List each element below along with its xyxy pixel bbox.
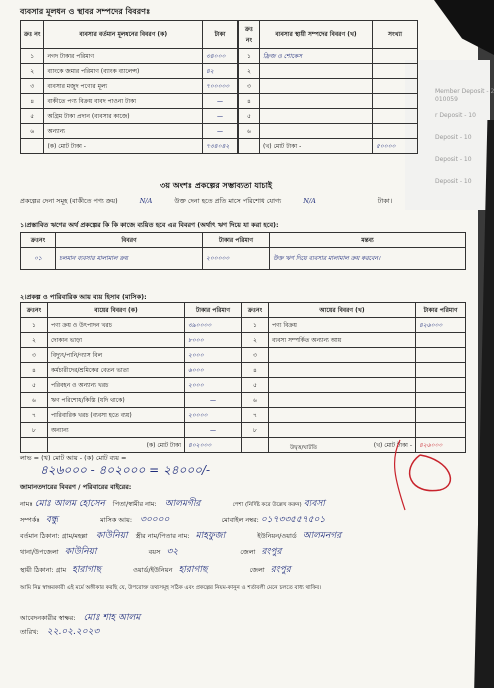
table-row: ১ ফ্রিজ ও শোকেস <box>239 49 418 64</box>
table-row: ৮ অন্যান্য — ৮ <box>21 423 466 438</box>
table-row: ৩ বিদ্যুৎ/পানি/গ্যাস বিল ২০০০ ৩ <box>21 348 466 363</box>
table-row: ২ দোকান ভাড়া ৮০০০ ২ ব্যবসা সম্পর্কিত অন্যান্য আয় <box>21 333 466 348</box>
guarantor-present-row: বর্তমান ঠিকানা: গ্রাম/মহল্লা কাউনিয়া স্ত্রীর নাম/পিতার নাম: মাহফুজা ইউনিয়ন/ওয়ার্ড আলমনগর <box>20 531 342 541</box>
table-row: ৩ <box>239 79 418 94</box>
part3-title: ৩য় অংশঃ প্রকল্পের সম্ভাব্যতা যাচাই <box>160 181 273 190</box>
table-row: ৭ পারিবারিক খরচ (ব্যবসা হতে ব্যয়) ২০০০০ ৭ <box>21 408 466 423</box>
col-no: ক্রঃ নং <box>21 21 44 49</box>
table-row: ০১ চলমান ব্যবসার মালামাল ক্রয় ২০০০০০ উক্ত ঋণ দিয়ে ব্যবসার মালামাল ক্রয় করবেন। <box>21 248 466 270</box>
col-no: ক্রঃ নং <box>239 21 260 49</box>
loan-use-table: ক্রঃনং বিবরণ টাকার পরিমাণ মন্তব্য ০১ চলমান ব্যবসার মালামাল ক্রয় ২০০০০০ উক্ত ঋণ দিয়ে ব্যবসার মালামাল ক্রয় করবেন। <box>20 232 466 270</box>
profit-label: লাভ = (খ) মোট আয় - (ক) মোট ব্যয় = <box>20 454 127 462</box>
table-row: ৬ ঋণ পরিশোধ/কিস্তি (যদি থাকে) — ৬ <box>21 393 466 408</box>
bg-line: 010059 <box>435 96 458 103</box>
guarantor-relation-row: সম্পর্কঃ বন্ধু মাসিক আয়: ৩০০০০ মোবাইল নম্বর: ০১৭৩৩৫৫৭৫০১ <box>20 515 326 525</box>
table-row: ৫ <box>239 109 418 124</box>
total-row: (ক) মোট টাকা - ৭৩৪০৪২ <box>21 139 238 154</box>
table-row: ৩ ব্যবসার মজুদ পণ্যের মূল্য ৭০০০০০ <box>21 79 238 94</box>
guarantor-permanent-row: স্থায়ী ঠিকানা: গ্রাম হারাগাছ ওয়ার্ড/ইউনিয়ন হারাগাছ জেলা রংপুর <box>20 565 291 575</box>
table-row: ৬ অন্যান্য — <box>21 124 238 139</box>
part3-line: প্রকল্পের দেনা সমূহ (বাকীতে পণ্য ক্রয়) N/A উক্ত দেনা হতে প্রতি মাসে পরিশোধ যোগ্য N/A টাকা। <box>20 197 393 205</box>
signature-row: আবেদনকারীর স্বাক্ষর: মোঃ শাহ আলম <box>20 613 141 623</box>
capital-table <box>20 20 238 154</box>
loan-use-title: ১।প্রস্তাবিত ঋণের অর্থ প্রকল্পের কি কি কাজে ব্যয়িত হবে এর বিবরণ (অর্থাৎ ঋণ দিয়ে যা করা হবে): <box>20 221 279 229</box>
col-count: সংখ্যা <box>373 21 418 49</box>
guarantor-upazila-row: থানা/উপজেলা কাউনিয়া বয়স ৩২ জেলা রংপুর <box>20 547 282 557</box>
table-row: ১ নগদ টাকার পরিমাণ ৩৪০০০ <box>21 49 238 64</box>
table-row: ৫ অগ্রিম টাকা প্রদান (ব্যবসার কাজে) — <box>21 109 238 124</box>
table-row: ৪ বাকীতে পণ্য বিক্রয় বাবদ পাওনা টাকা — <box>21 94 238 109</box>
red-ink-marks <box>300 400 470 520</box>
income-expense-title: ২।প্রকল্প ও পারিবারিক আয় ব্যয় হিসাব (মাসিক): <box>20 293 147 301</box>
table-row: ৪ <box>239 94 418 109</box>
table-row: ২ ব্যাংকে জমার পরিমাণ (ব্যাংক ব্যালেন্স) ৪২ <box>21 64 238 79</box>
guarantor-title: জামানতদারের বিবরণ / পরিবারের বাইরের: <box>20 483 132 491</box>
table-row: ৫ পরিবহন ও অন্যান্য খরচ ২০০০ ৫ <box>21 378 466 393</box>
date-row: তারিখ: ২২.০২.২০২৩ <box>20 627 100 637</box>
declaration-text: আমি নিম্ন স্বাক্ষরকারী এই মর্মে অঙ্গীকার করছি যে, উপরোক্ত তথ্যসমূহ সঠিক এবং প্রকল্পের নিয়ম-কানুন ও শর্তাবলী মেনে চলতে বাধ্য থাকিব। <box>20 585 322 591</box>
table-row: ২ <box>239 64 418 79</box>
table-row: ৪ কর্মচারীদের/শ্রমিকের বেতন ভাতা ৬০০০ ৪ <box>21 363 466 378</box>
table-row: ১ পণ্য ক্রয় ও উৎপাদন খরচ ৩৯০০০০ ১ পণ্য বিক্রয় ৪২৬০০০ <box>21 318 466 333</box>
capital-section-title: ব্যবসার মূলধন ও স্থাবর সম্পদের বিবরণঃ <box>20 7 151 16</box>
bg-line: Member Deposit - 2 <box>435 88 494 95</box>
bg-line: Deposit - 10 <box>435 156 472 163</box>
profit-result-label: উদ্বৃত্ত/ঘাটতি <box>290 445 318 451</box>
assets-table <box>238 20 418 154</box>
guarantor-name-row: নামঃ মোঃ আলম হোসেন পিতা/স্বামীর নাম: আলমগীর পেশা (নির্দিষ্ট করে উল্লেখ করুন) ব্যবসা <box>20 499 325 509</box>
col-desc: ব্যবসার বর্তমান মূলধনের বিবরণ (ক) <box>44 21 203 49</box>
col-amount: টাকা <box>203 21 238 49</box>
profit-calc: ৪২৬০০০ - ৪০২০০০ = ২৪০০০/- <box>40 463 211 477</box>
table-row: ৬ <box>239 124 418 139</box>
col-asset: ব্যবসার স্থায়ী সম্পদের বিবরণ (খ) <box>260 21 373 49</box>
bg-line: Deposit - 10 <box>435 134 472 141</box>
bg-line: Deposit - 10 <box>435 178 472 185</box>
total-row: (ক) মোট টাকা ৪০২০০০ (খ) মোট টাকা - ৪২৬০০০ <box>21 438 466 453</box>
income-expense-table: ক্রঃনং ব্যয়ের বিবরণ (ক) টাকার পরিমাণ ক্রঃনং আয়ের বিবরণ (খ) টাকার পরিমাণ ১ পণ্য ক্রয় ও উৎপাদন খরচ ৩৯০০০০ ১ পণ্য বিক্রয় ৪২৬০০০ ২ দোকান ভাড়া ৮০০০ ২ ব্যবসা সম্পর্কিত অন্যান্য আয় ৩ বিদ্যুৎ/পানি/গ্যাস বিল ২০০০ ৩ ৪ কর্মচারীদের/শ্রমিকের বেতন ভাতা ৬০০০ ৪ ৫ পরিবহন ও অন্যান্য খরচ ২০০০ ৫ ৬ ঋণ পরিশোধ/কিস্তি (যদি থাকে) — ৬ ৭ পারিবারিক খরচ (ব্যবসা হতে ব্যয়) ২০০০০ ৭ ৮ অন্যান্য — ৮ (ক) মোট টাকা ৪০২০০০ (খ) মোট টাকা - ৪২৬০০০ <box>20 302 466 453</box>
total-row: (খ) মোট টাকা - ৫০০০০ <box>239 139 418 154</box>
bg-line: r Deposit - 10 <box>435 112 476 119</box>
